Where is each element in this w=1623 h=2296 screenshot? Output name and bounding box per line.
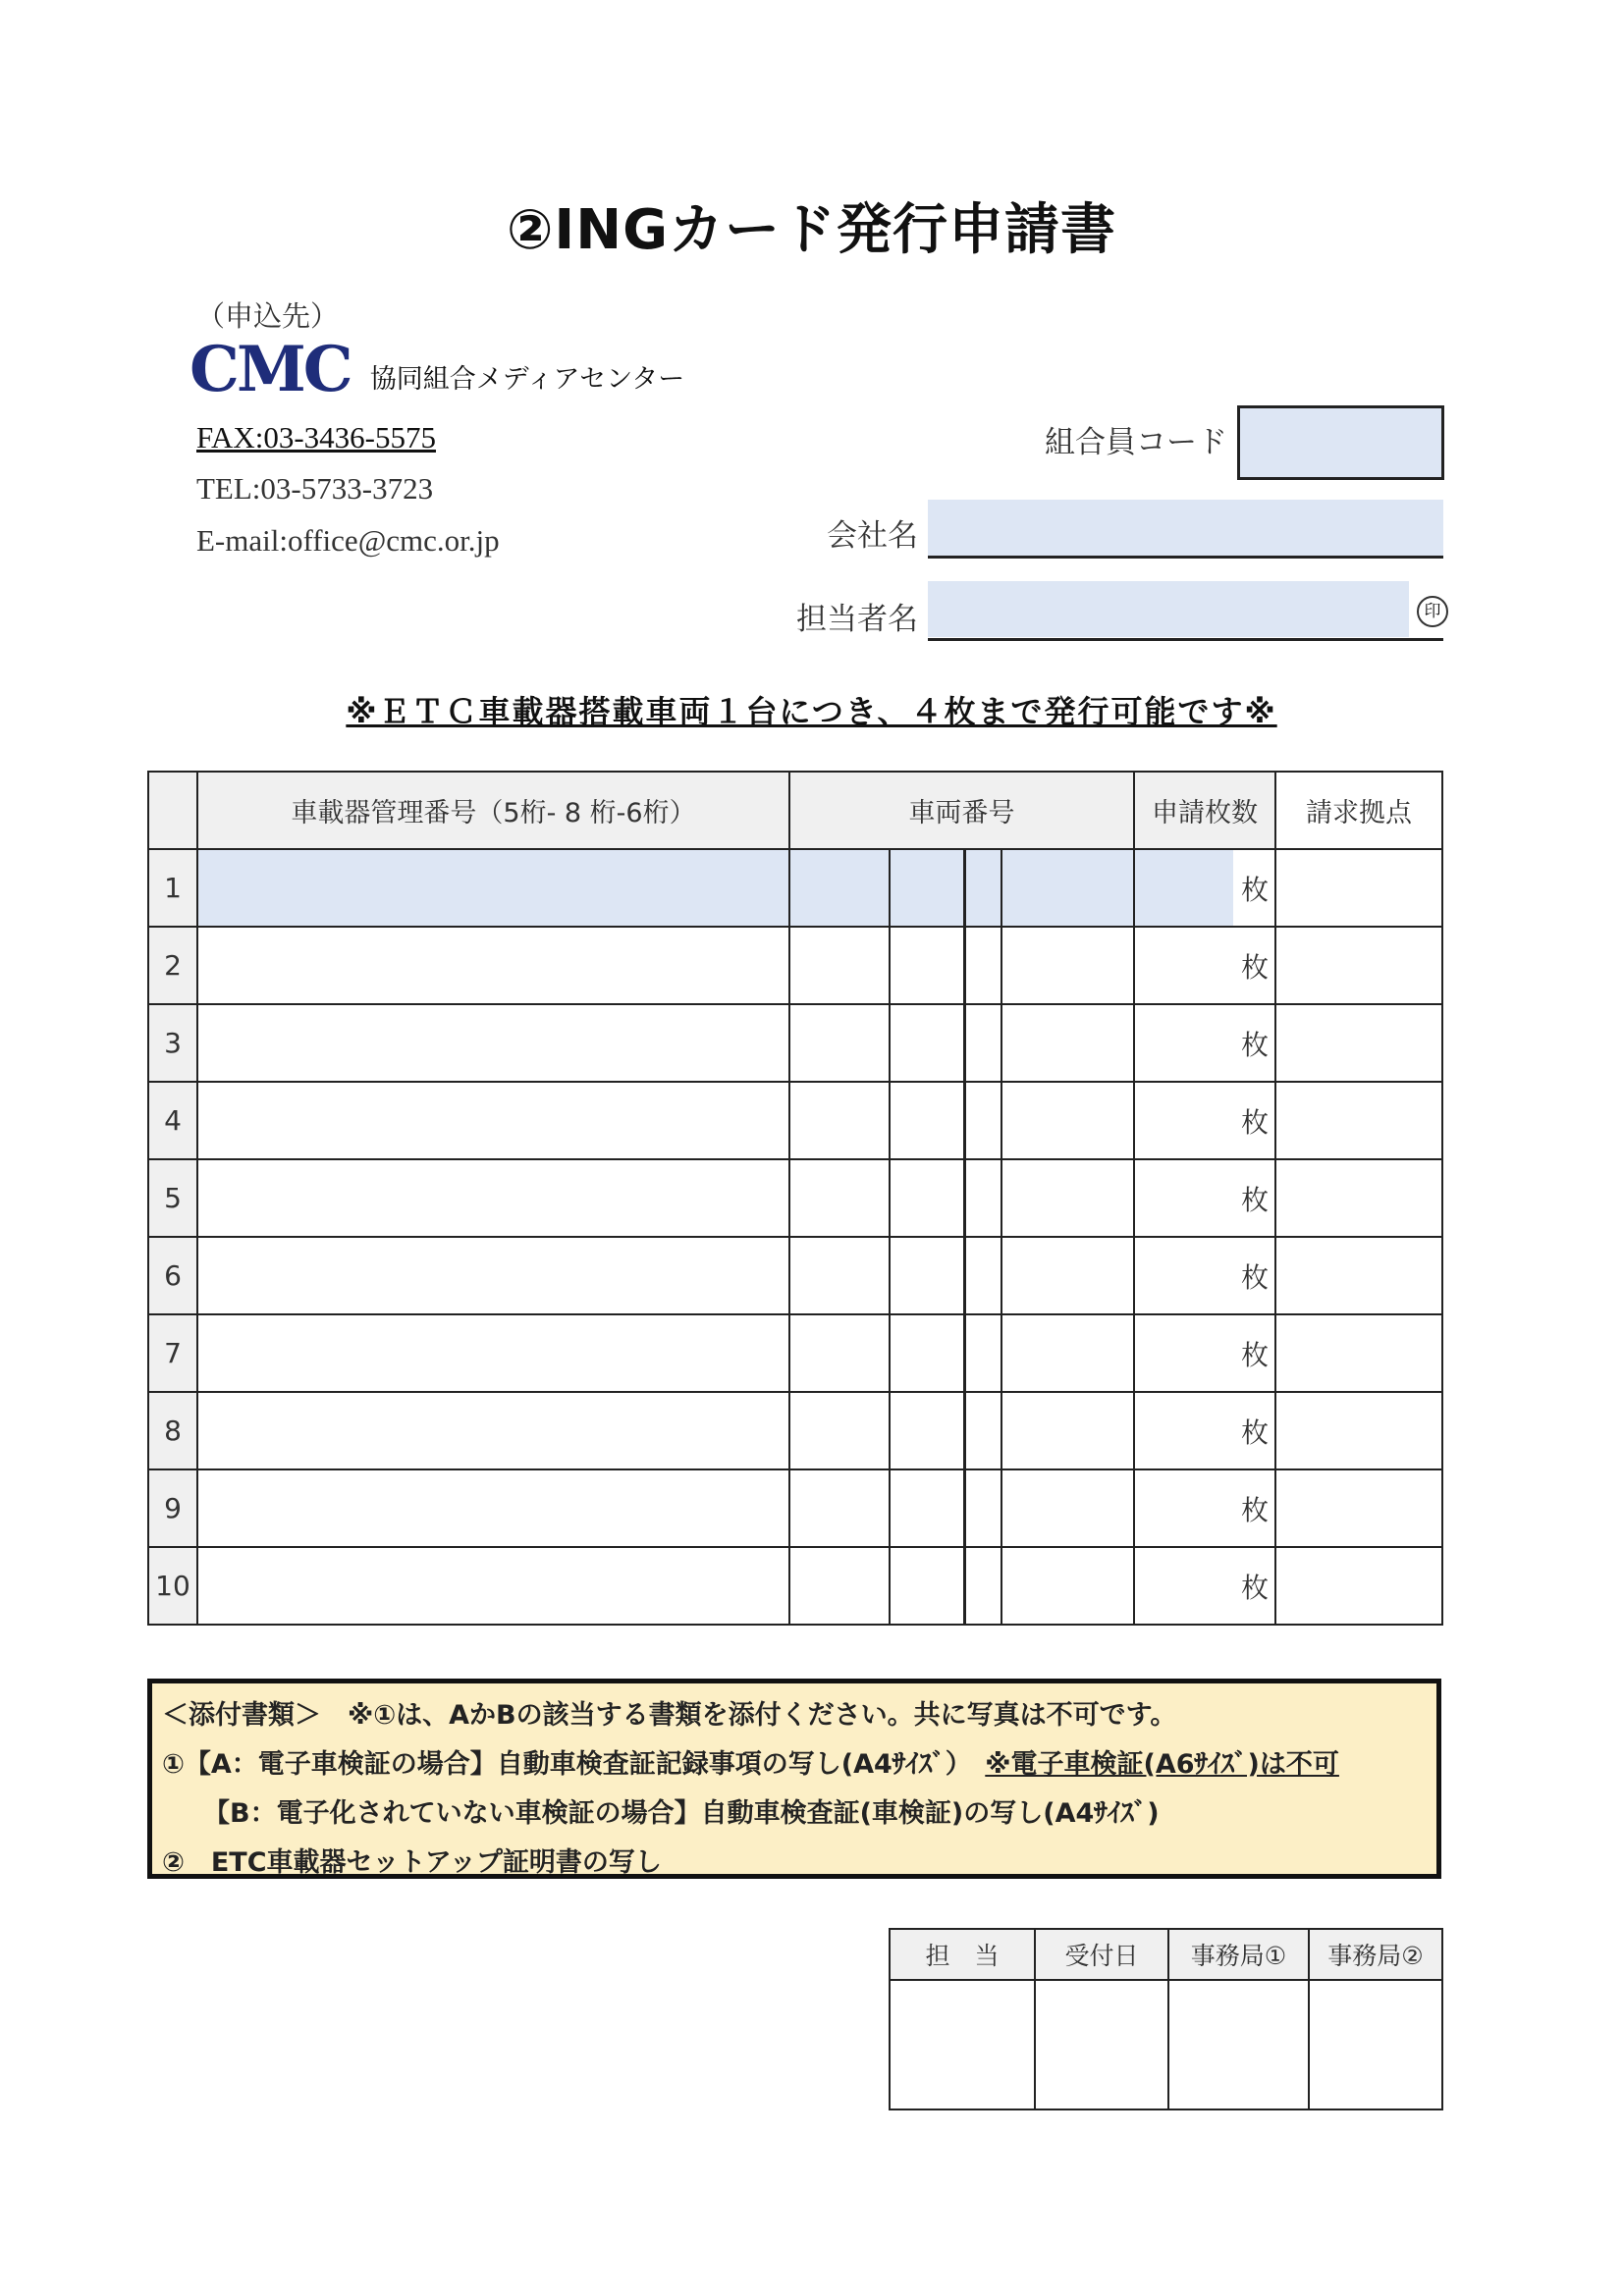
logo-mark: CMC	[189, 333, 351, 406]
vehicle-number-class-cell[interactable]	[890, 1159, 964, 1237]
header-billing-base: 請求拠点	[1275, 772, 1442, 849]
table-row	[148, 1547, 1442, 1625]
card-count-cell[interactable]: 枚	[1134, 1237, 1275, 1314]
billing-base-cell[interactable]	[1275, 927, 1442, 1004]
vehicle-number-kana-cell[interactable]	[964, 1237, 1001, 1314]
billing-base-cell[interactable]	[1275, 1082, 1442, 1159]
table-row	[148, 927, 1442, 1004]
device-number-cell[interactable]	[197, 1314, 789, 1392]
device-number-cell[interactable]	[197, 1004, 789, 1082]
stamp-header-jimukyoku-2: 事務局②	[1309, 1929, 1442, 1980]
row-number: 4	[148, 1082, 197, 1159]
page-title: ②INGカード発行申請書	[506, 198, 1117, 262]
company-field[interactable]	[928, 500, 1443, 559]
vehicle-number-digits-cell[interactable]	[1001, 1159, 1134, 1237]
vehicle-number-kana-cell[interactable]	[964, 1159, 1001, 1237]
attachments-item-b: 【B：電子化されていない車検証の場合】自動車検査証(車検証)の写し(A4ｻｲｽﾞ)	[203, 1798, 1160, 1829]
vehicle-number-class-cell[interactable]	[890, 1082, 964, 1159]
vehicle-number-kana-cell[interactable]	[964, 1082, 1001, 1159]
person-underline	[928, 638, 1443, 641]
header-blank	[148, 772, 197, 849]
header-device-number: 車載器管理番号（5桁- 8 桁-6桁）	[197, 772, 789, 849]
vehicle-number-kana-cell[interactable]	[964, 1314, 1001, 1392]
issue-notice: ※ＥＴＣ車載器搭載車両１台につき、４枚まで発行可能です※	[346, 693, 1277, 730]
vehicle-number-class-cell[interactable]	[890, 1004, 964, 1082]
billing-base-cell[interactable]	[1275, 1392, 1442, 1469]
stamp-cell[interactable]	[890, 1980, 1035, 2109]
stamp-header-uketsukebi: 受付日	[1035, 1929, 1168, 1980]
vehicle-number-area-cell[interactable]	[789, 849, 890, 927]
row-number: 3	[148, 1004, 197, 1082]
row-number: 10	[148, 1547, 197, 1625]
device-number-cell[interactable]	[197, 1237, 789, 1314]
stamp-cell[interactable]	[1168, 1980, 1309, 2109]
vehicle-number-area-cell[interactable]	[789, 927, 890, 1004]
vehicle-number-digits-cell[interactable]	[1001, 1547, 1134, 1625]
device-number-cell[interactable]	[197, 849, 789, 927]
member-code-label: 組合員コード	[1045, 425, 1227, 460]
row-number: 9	[148, 1469, 197, 1547]
vehicle-number-kana-cell[interactable]	[964, 927, 1001, 1004]
person-label: 担当者名	[796, 602, 918, 637]
company-label: 会社名	[827, 518, 918, 554]
vehicle-number-class-cell[interactable]	[890, 1547, 964, 1625]
billing-base-cell[interactable]	[1275, 1314, 1442, 1392]
vehicle-number-area-cell[interactable]	[789, 1237, 890, 1314]
fax-number: FAX:03-3436-5575	[196, 420, 436, 454]
row-number: 8	[148, 1392, 197, 1469]
device-number-cell[interactable]	[197, 1469, 789, 1547]
billing-base-cell[interactable]	[1275, 1469, 1442, 1547]
vehicle-number-area-cell[interactable]	[789, 1547, 890, 1625]
stamp-header-jimukyoku-1: 事務局①	[1168, 1929, 1309, 1980]
device-number-cell[interactable]	[197, 1159, 789, 1237]
vehicle-number-class-cell[interactable]	[890, 1392, 964, 1469]
vehicle-number-area-cell[interactable]	[789, 1159, 890, 1237]
table-row	[148, 1469, 1442, 1547]
vehicle-number-digits-cell[interactable]	[1001, 1237, 1134, 1314]
table-row	[148, 1159, 1442, 1237]
table-row	[148, 849, 1442, 927]
tel-number: TEL:03-5733-3723	[196, 471, 434, 506]
billing-base-cell[interactable]	[1275, 1237, 1442, 1314]
device-number-cell[interactable]	[197, 1547, 789, 1625]
vehicle-number-digits-cell[interactable]	[1001, 1082, 1134, 1159]
vehicle-number-area-cell[interactable]	[789, 1004, 890, 1082]
table-header	[148, 772, 1442, 849]
cmc-logo	[189, 333, 685, 406]
row-number: 1	[148, 849, 197, 927]
logo-text: 協同組合メディアセンター	[369, 364, 685, 395]
vehicle-number-kana-cell[interactable]	[964, 1392, 1001, 1469]
table-row	[148, 1082, 1442, 1159]
vehicle-number-class-cell[interactable]	[890, 1469, 964, 1547]
vehicle-number-area-cell[interactable]	[789, 1314, 890, 1392]
attachments-box	[147, 1679, 1441, 1879]
vehicle-number-kana-cell[interactable]	[964, 1547, 1001, 1625]
moushikomi-label: （申込先）	[196, 299, 340, 333]
billing-base-cell[interactable]	[1275, 1004, 1442, 1082]
card-count-cell[interactable]: 枚	[1134, 1469, 1275, 1547]
card-count-cell[interactable]: 枚	[1134, 1392, 1275, 1469]
vehicle-number-area-cell[interactable]	[789, 1469, 890, 1547]
vehicle-number-digits-cell[interactable]	[1001, 927, 1134, 1004]
header-vehicle-number: 車両番号	[789, 772, 1134, 849]
vehicle-number-digits-cell[interactable]	[1001, 1469, 1134, 1547]
vehicle-number-digits-cell[interactable]	[1001, 1392, 1134, 1469]
vehicle-number-class-cell[interactable]	[890, 1237, 964, 1314]
table-row	[148, 1237, 1442, 1314]
device-number-cell[interactable]	[197, 1392, 789, 1469]
billing-base-cell[interactable]	[1275, 849, 1442, 927]
vehicle-number-kana-cell[interactable]	[964, 1469, 1001, 1547]
inkan-mark: 印	[1417, 596, 1448, 627]
vehicle-number-digits-cell[interactable]	[1001, 849, 1134, 927]
email-address: E-mail:office@cmc.or.jp	[196, 523, 500, 558]
vehicle-number-area-cell[interactable]	[789, 1082, 890, 1159]
device-number-cell[interactable]	[197, 1082, 789, 1159]
table-row	[148, 1314, 1442, 1392]
member-code-field[interactable]	[1237, 405, 1444, 480]
vehicle-number-class-cell[interactable]	[890, 849, 964, 927]
table-row	[148, 1004, 1442, 1082]
attachments-item-a	[162, 1740, 1427, 1789]
vehicle-number-digits-cell[interactable]	[1001, 1314, 1134, 1392]
vehicle-number-class-cell[interactable]	[890, 1314, 964, 1392]
row-number: 7	[148, 1314, 197, 1392]
card-count-cell[interactable]: 枚	[1134, 1082, 1275, 1159]
stamp-table	[889, 1928, 1443, 2110]
vehicle-number-class-cell[interactable]	[890, 927, 964, 1004]
device-number-cell[interactable]	[197, 927, 789, 1004]
card-count-cell[interactable]: 枚	[1134, 849, 1275, 927]
attachments-intro: ＜添付書類＞ ※①は、AかBの該当する書類を添付ください。共に写真は不可です。	[162, 1700, 1177, 1731]
billing-base-cell[interactable]	[1275, 1159, 1442, 1237]
attachments-item-a-note: ※電子車検証(A6ｻｲｽﾞ)は不可	[985, 1749, 1339, 1780]
card-count-cell[interactable]: 枚	[1134, 1004, 1275, 1082]
card-count-cell[interactable]: 枚	[1134, 1159, 1275, 1237]
stamp-cell[interactable]	[1035, 1980, 1168, 2109]
attachments-item-a-text: ①【A：電子車検証の場合】自動車検査証記録事項の写し(A4ｻｲｽﾞ）	[162, 1749, 959, 1780]
vehicle-number-digits-cell[interactable]	[1001, 1004, 1134, 1082]
row-number: 2	[148, 927, 197, 1004]
header-card-count: 申請枚数	[1134, 772, 1275, 849]
row-number: 5	[148, 1159, 197, 1237]
person-field[interactable]	[928, 581, 1409, 637]
vehicle-number-kana-cell[interactable]	[964, 1004, 1001, 1082]
vehicle-number-area-cell[interactable]	[789, 1392, 890, 1469]
vehicle-number-kana-cell[interactable]	[964, 849, 1001, 927]
billing-base-cell[interactable]	[1275, 1547, 1442, 1625]
card-count-cell[interactable]: 枚	[1134, 1314, 1275, 1392]
stamp-cell[interactable]	[1309, 1980, 1442, 2109]
row-number: 6	[148, 1237, 197, 1314]
attachments-item-2: ② ETC車載器セットアップ証明書の写し	[162, 1847, 662, 1878]
application-table	[147, 771, 1443, 1626]
table-row	[148, 1392, 1442, 1469]
card-count-cell[interactable]: 枚	[1134, 927, 1275, 1004]
card-count-cell[interactable]: 枚	[1134, 1547, 1275, 1625]
stamp-header-tantou: 担 当	[890, 1929, 1035, 1980]
